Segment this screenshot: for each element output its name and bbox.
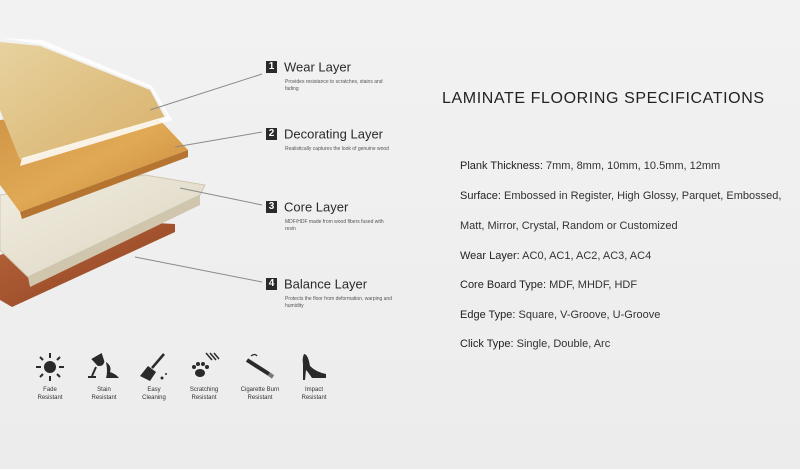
spec-surface-continued: [460, 220, 678, 232]
sun-icon: [34, 352, 66, 382]
layer-title: Core Layer: [284, 199, 349, 215]
spec-label: Core Board Type:: [460, 279, 547, 291]
spec-label: Wear Layer:: [460, 250, 520, 262]
feature-cigarette-burn-resistant: [232, 352, 288, 402]
layer-description: Provides resistance to scratches, stains and fading: [285, 79, 383, 92]
spec-label: Click Type:: [460, 338, 514, 350]
spec-value: 7mm, 8mm, 10mm, 10.5mm, 12mm: [542, 160, 721, 172]
spec-value: AC0, AC1, AC2, AC3, AC4: [519, 250, 652, 262]
spec-value: MDF, MHDF, HDF: [546, 279, 638, 291]
layer-number: 1: [266, 61, 277, 73]
layer-number: 3: [266, 201, 277, 213]
cigarette-icon: [243, 352, 277, 382]
spec-value: Matt, Mirror, Crystal, Random or Customized: [460, 220, 678, 232]
high-heel-icon: [298, 352, 330, 382]
feature-fade-resistant: [22, 352, 78, 402]
paw-scratch-icon: [188, 352, 220, 382]
feature-caption: Fade Resistant: [37, 387, 63, 401]
layer-title: Wear Layer: [284, 59, 351, 75]
spec-wear-layer: [460, 250, 651, 262]
layer-description: MDF/HDF made from wood fibers fused with resin: [285, 219, 384, 232]
wine-glass-spill-icon: [86, 352, 122, 382]
layer-number: 4: [266, 278, 277, 290]
feature-caption: Easy Cleaning: [142, 387, 166, 401]
spec-value: Square, V-Groove, U-Groove: [515, 309, 661, 321]
feature-scratching-resistant: [176, 352, 232, 402]
feature-caption: Stain Resistant: [91, 387, 117, 401]
page-title: LAMINATE FLOORING SPECIFICATIONS: [442, 90, 765, 107]
layer-title: Decorating Layer: [284, 126, 383, 142]
feature-caption: Scratching Resistant: [189, 387, 219, 401]
layer-label-core: [266, 198, 395, 233]
feature-easy-cleaning: [126, 352, 182, 402]
spec-value: Single, Double, Arc: [513, 338, 611, 350]
feature-caption: Impact Resistant: [301, 387, 327, 401]
spec-value: Embossed in Register, High Glossy, Parquet, Embossed,: [500, 190, 782, 202]
layer-label-balance: [266, 275, 395, 310]
spec-edge-type: [460, 309, 660, 321]
spec-core-board-type: [460, 279, 637, 291]
feature-impact-resistant: [286, 352, 342, 402]
layer-title: Balance Layer: [284, 276, 368, 292]
layer-label-wear: [266, 58, 395, 93]
spec-label: Surface:: [460, 190, 501, 202]
spec-label: Plank Thickness:: [460, 160, 543, 172]
layer-number: 2: [266, 128, 277, 140]
spec-plank-thickness: [460, 160, 720, 172]
broom-icon: [138, 352, 170, 382]
spec-click-type: [460, 338, 610, 350]
spec-surface: [460, 190, 781, 202]
layer-description: Protects the floor from deformation, warping and humidity: [285, 296, 392, 309]
feature-caption: Cigarette Burn Resistant: [240, 387, 280, 401]
feature-stain-resistant: [76, 352, 132, 402]
layer-description: Realistically captures the look of genuine wood: [285, 146, 389, 152]
layer-label-decorating: [266, 125, 395, 153]
spec-label: Edge Type:: [460, 309, 516, 321]
